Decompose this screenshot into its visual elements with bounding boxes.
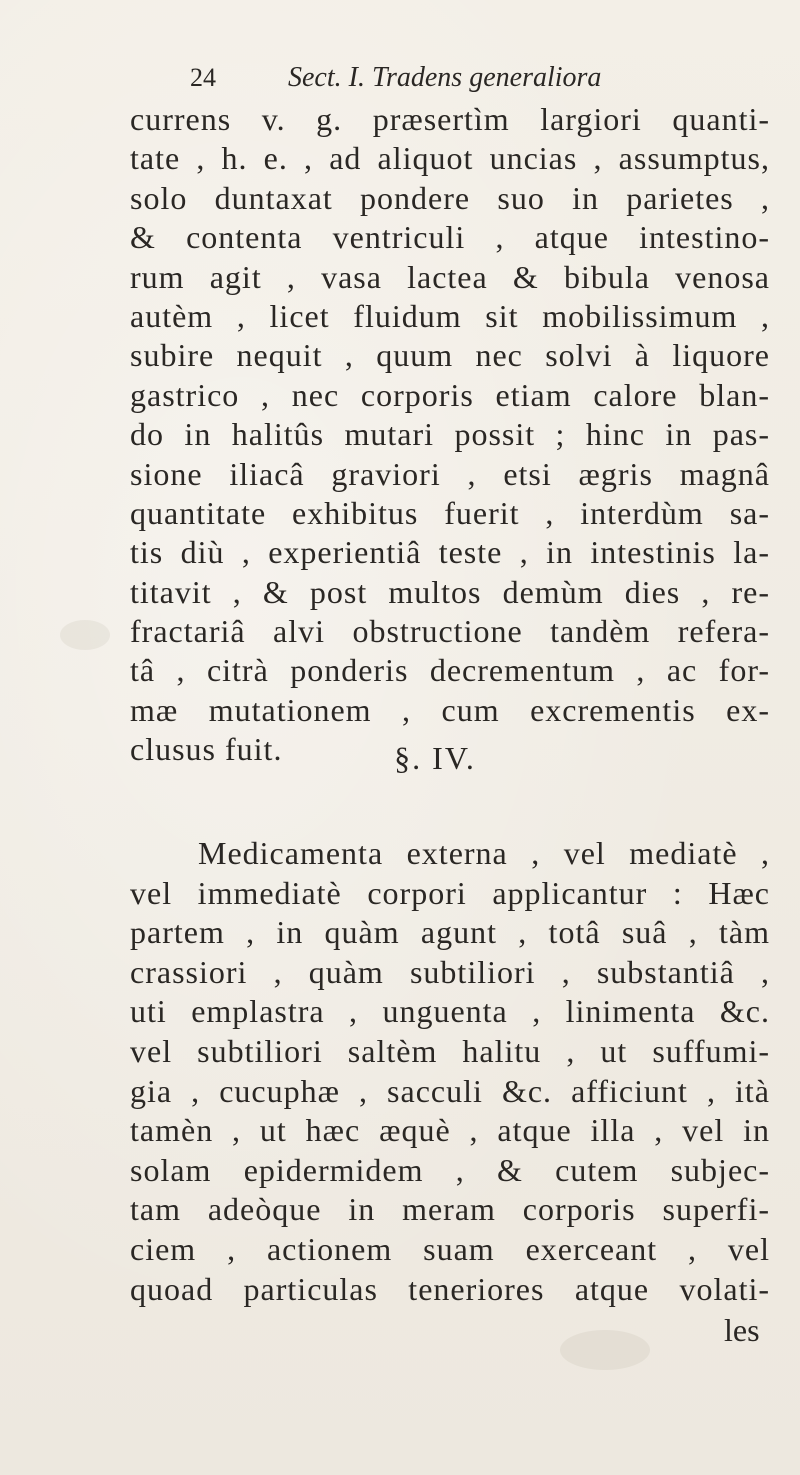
text-line: & contenta ventriculi , atque intestino- (130, 219, 770, 256)
text-line: subire nequit , quum nec solvi à liquore (130, 337, 770, 374)
text-line: Medicamenta externa , vel mediatè , (198, 835, 770, 871)
text-line: autèm , licet fluidum sit mobilissimum , (130, 297, 770, 334)
text-line: sione iliacâ graviori , etsi ægris magnâ (130, 455, 770, 492)
text-line: quantitate exhibitus fuerit , interdùm sa- (130, 494, 770, 531)
text-line: quoad particulas teneriores atque volati- (130, 1270, 770, 1307)
paragraph-continuation (130, 100, 770, 770)
text-line: solam epidermidem , & cutem subjec- (130, 1151, 770, 1188)
text-line: rum agit , vasa lactea & bibula venosa (130, 258, 770, 295)
text-line: mæ mutationem , cum excrementis ex- (130, 691, 770, 728)
paragraph-medicamenta (130, 834, 770, 1309)
text-line: tis diù , experientiâ teste , in intestinis la- (130, 534, 770, 571)
catchword: les (724, 1312, 760, 1348)
text-line: fractariâ alvi obstructione tandèm refera- (130, 613, 770, 650)
text-line: tamèn , ut hæc æquè , atque illa , vel in (130, 1112, 770, 1149)
text-line: do in halitûs mutari possit ; hinc in pas- (130, 416, 770, 453)
text-line: uti emplastra , unguenta , linimenta &c. (130, 993, 770, 1030)
text-line: crassiori , quàm subtiliori , substantiâ , (130, 953, 770, 990)
text-line: partem , in quàm agunt , totâ suâ , tàm (130, 914, 770, 951)
section-heading: §. IV. (394, 740, 476, 776)
running-header (190, 58, 710, 98)
text-line: solo duntaxat pondere suo in parietes , (130, 179, 770, 216)
running-title: Sect. I. Tradens generaliora (288, 62, 602, 93)
text-line: titavit , & post multos demùm dies , re- (130, 573, 770, 610)
text-line: tam adeòque in meram corporis superfi- (130, 1191, 770, 1228)
text-line: ciem , actionem suam exerceant , vel (130, 1230, 770, 1267)
text-line: tâ , citrà ponderis decrementum , ac for- (130, 652, 770, 689)
paper-stain (560, 1330, 650, 1370)
page-number: 24 (190, 63, 216, 92)
text-line: vel immediatè corpori applicantur : Hæc (130, 874, 770, 911)
text-line: tate , h. e. , ad aliquot uncias , assumptus, (130, 140, 770, 177)
text-line: gastrico , nec corporis etiam calore blan- (130, 376, 770, 413)
text-line: currens v. g. præsertìm largiori quanti- (130, 101, 770, 137)
text-line: clusus fuit. (130, 731, 283, 768)
paper-stain (60, 620, 110, 650)
text-line: vel subtiliori saltèm halitu , ut suffumi- (130, 1032, 770, 1069)
text-line: gia , cucuphæ , sacculi &c. afficiunt , ità (130, 1072, 770, 1109)
